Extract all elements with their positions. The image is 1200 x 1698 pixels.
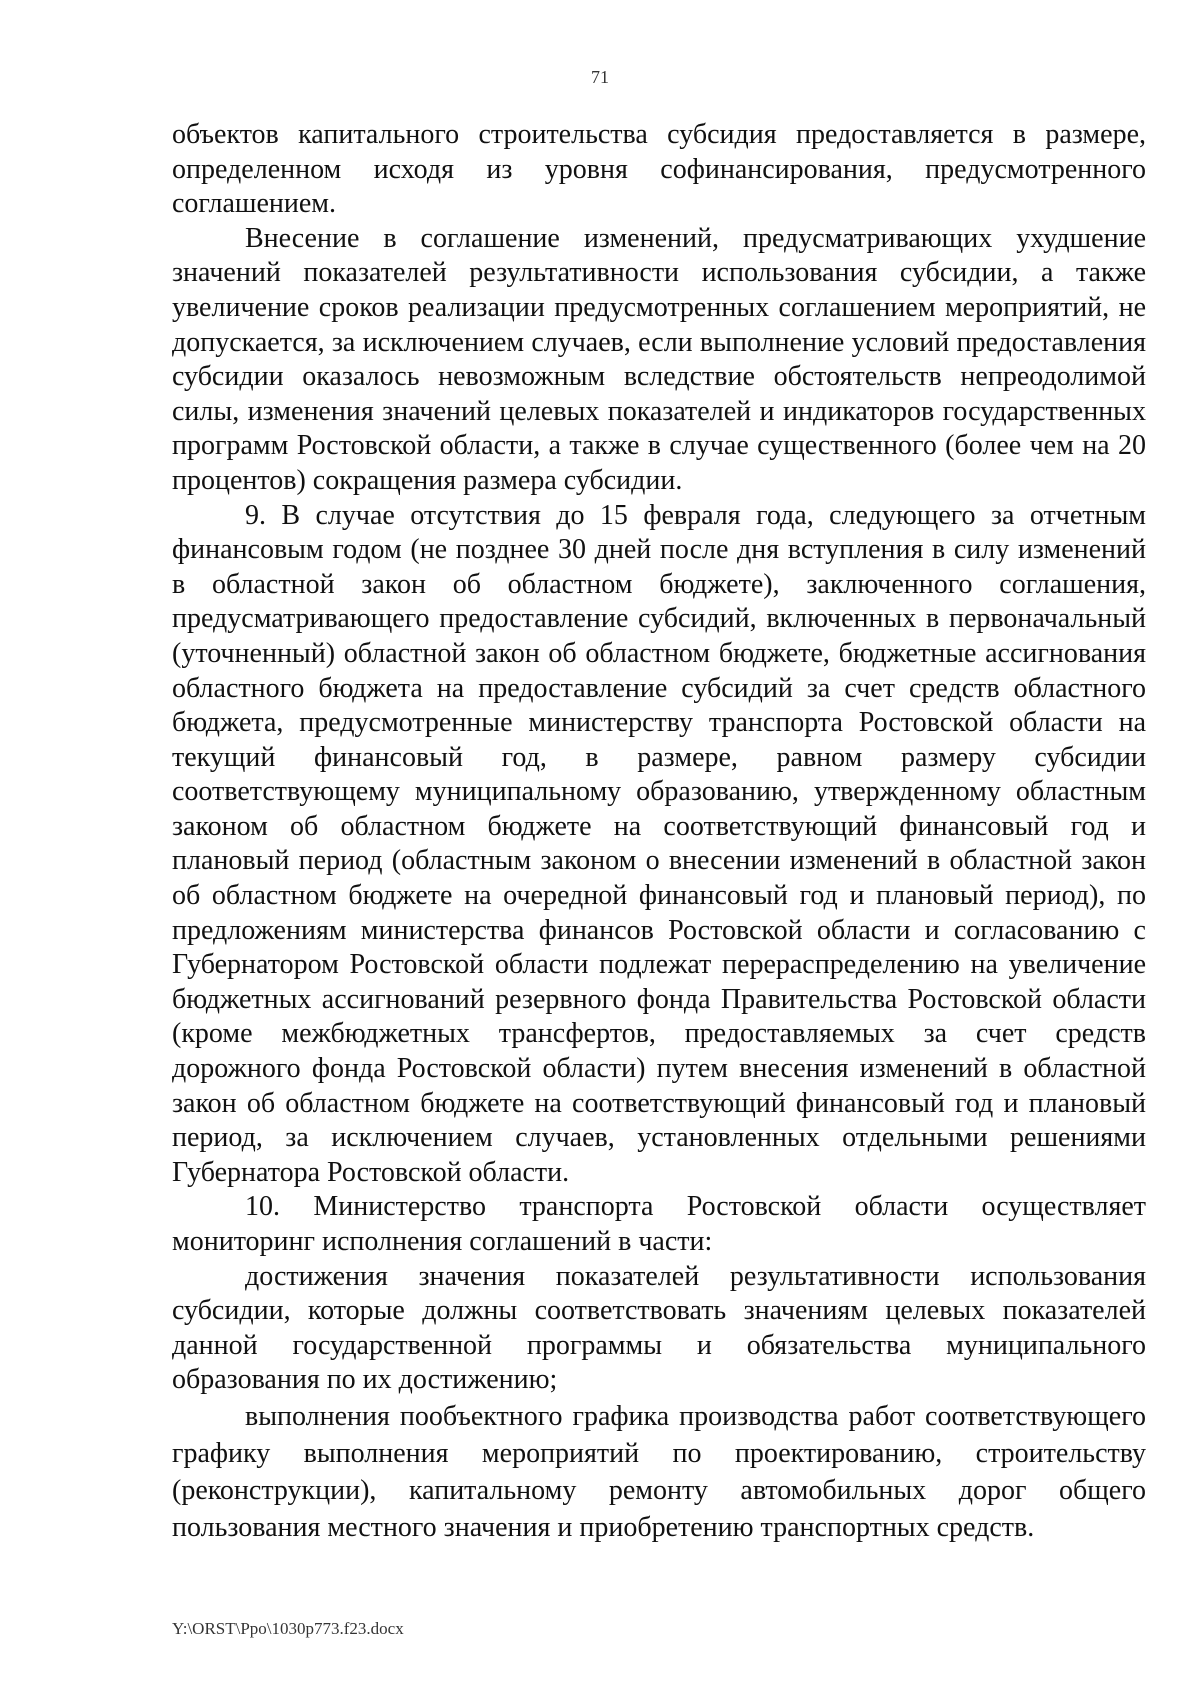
paragraph-indicators: достижения значения показателей результативности использования субсидии, которые должны соответствовать значениям целевых показателей данной государственной программы и обязательства муниципального образования по их достижению;	[172, 1260, 1146, 1396]
paragraph-schedule: выполнения пообъектного графика производства работ соответствующего графику выполнения мероприятий по проектированию, строительству (реконструкции), капитальному ремонту автомобильных дорог общего пользования местного значения и приобретению транспортных средств.	[172, 1400, 1146, 1543]
paragraph-amendments: Внесение в соглашение изменений, предусматривающих ухудшение значений показателей результативности использования субсидии, а также увеличение сроков реализации предусмотренных соглашением мероприятий, не допускается, за исключением случаев, если выполнение условий предоставления субсидии оказалось невозможным вследствие обстоятельств непреодолимой силы, изменения значений целевых показателей и индикаторов государственных программ Ростовской области, а также в случае существенного (более чем на 20 процентов) сокращения размера субсидии.	[172, 222, 1146, 496]
paragraph-item-10: 10. Министерство транспорта Ростовской области осуществляет мониторинг исполнения соглашений в части:	[172, 1191, 1146, 1257]
document-body	[172, 118, 1146, 1546]
page-number: 71	[591, 67, 609, 87]
paragraph-item-9: 9. В случае отсутствия до 15 февраля года, следующего за отчетным финансовым годом (не позднее 30 дней после дня вступления в силу изменений в областной закон об областном бюджете), заключенного соглашения, предусматривающего предоставление субсидий, включенных в первоначальный (уточненный) областной закон об областном бюджете, бюджетные ассигнования областного бюджета на предоставление субсидий за счет средств областного бюджета, предусмотренные министерству транспорта Ростовской области на текущий финансовый год, в размере, равном размеру субсидии соответствующему муниципальному образованию, утвержденному областным законом об областном бюджете на соответствующий финансовый год и плановый период (областным законом о внесении изменений в областной закон об областном бюджете на очередной финансовый год и плановый период), по предложениям министерства финансов Ростовской области и согласованию с Губернатором Ростовской области подлежат перераспределению на увеличение бюджетных ассигнований резервного фонда Правительства Ростовской области (кроме межбюджетных трансфертов, предоставляемых за счет средств дорожного фонда Ростовской области) путем внесения изменений в областной закон об областном бюджете на соответствующий финансовый год и плановый период, за исключением случаев, установленных отдельными решениями Губернатора Ростовской области.	[172, 499, 1146, 1188]
footer-file-path: Y:\ORST\Ppo\1030p773.f23.docx	[172, 1619, 404, 1638]
paragraph-continuation: объектов капитального строительства субсидия предоставляется в размере, определенном исходя из уровня софинансирования, предусмотренного соглашением.	[172, 119, 1146, 220]
